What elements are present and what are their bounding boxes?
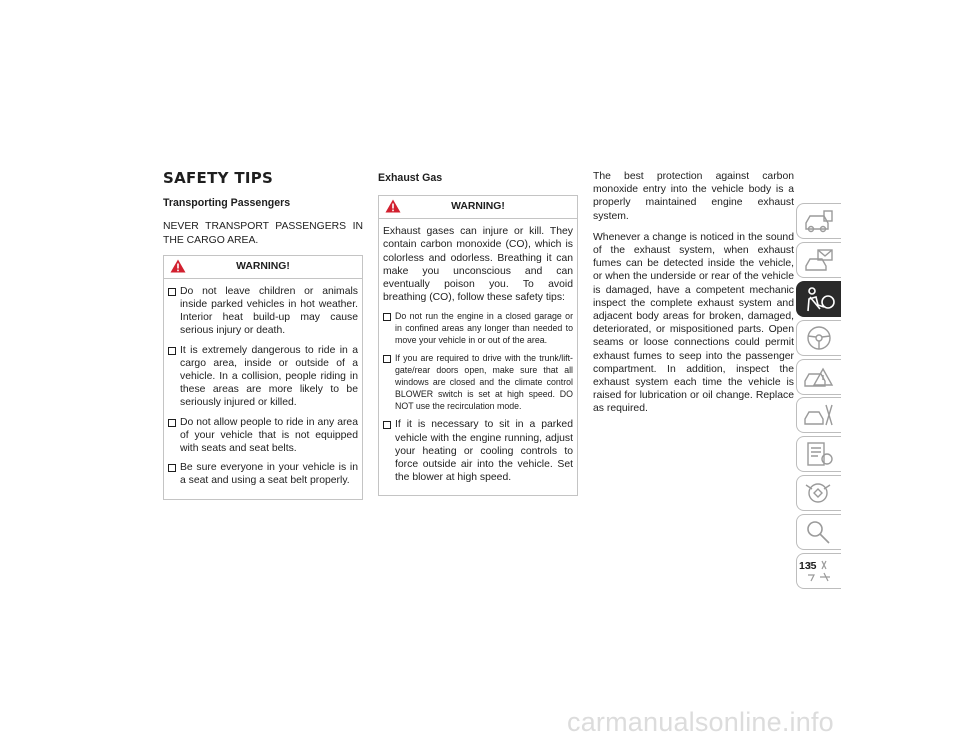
- warning-item: If you are required to drive with the trunk/lift-gate/rear doors open, make sure that all windows are closed and the climate control BLOWER switch is set at high speed. DO NOT use the recirculation mode.: [383, 352, 573, 412]
- checkbox-bullet-icon: [168, 288, 176, 296]
- tab-getting-started[interactable]: [796, 242, 841, 278]
- tab-servicing[interactable]: [796, 397, 841, 433]
- chapter-tabs: [796, 203, 841, 592]
- body-paragraph: Whenever a change is noticed in the sound of the exhaust system, when exhaust fumes can be detected inside the vehicle, or when the underside or rear of the vehicle is damaged, have a competent mechanic inspect the complete exhaust system and adjacent body areas for broken, damaged, deteriorated, or mispositioned parts. Open seams or loose connections could permit exhaust fumes to seep into the passenger compartment. In addition, inspect the exhaust system each time the vehicle is raised for lubrication or oil change. Replace as required.: [593, 231, 794, 415]
- body-paragraph: The best protection against carbon monoxide entry into the vehicle body is a properly maintained engine exhaust system.: [593, 171, 794, 222]
- technical-specifications-icon: [802, 440, 836, 468]
- multimedia-icon: [802, 479, 836, 507]
- tab-vehicle-info[interactable]: [796, 203, 841, 239]
- checkbox-bullet-icon: [383, 421, 391, 429]
- warning-header: [379, 196, 577, 219]
- safety-icon: [802, 285, 836, 313]
- column-1: [163, 170, 363, 500]
- section-title: SAFETY TIPS: [163, 169, 274, 187]
- warning-triangle-icon: [385, 199, 401, 213]
- checkbox-bullet-icon: [168, 419, 176, 427]
- watermark: carmanualsonline.info: [567, 707, 834, 737]
- warning-item: Do not allow people to ride in any area of your vehicle that is not equipped with seats and seat belts.: [168, 416, 358, 456]
- servicing-icon: [802, 401, 836, 429]
- warning-box-exhaust: [378, 195, 578, 496]
- checkbox-bullet-icon: [383, 355, 391, 363]
- warning-title: WARNING!: [451, 201, 505, 213]
- warning-item: Do not leave children or animals inside parked vehicles in hot weather. Interior heat build-up may cause serious injury or death.: [168, 285, 358, 338]
- index-search-icon: [802, 518, 836, 546]
- subheading-transporting-passengers: Transporting Passengers: [163, 197, 291, 210]
- warning-list: [383, 310, 573, 484]
- warning-triangle-icon: [170, 259, 186, 273]
- warning-title: WARNING!: [236, 260, 290, 272]
- page-number: 135: [799, 560, 817, 572]
- subheading-exhaust-gas: Exhaust Gas: [378, 172, 443, 184]
- steering-wheel-icon: [802, 324, 836, 352]
- tab-index[interactable]: [796, 514, 841, 550]
- checkbox-bullet-icon: [383, 313, 391, 321]
- warning-item: If it is necessary to sit in a parked vehicle with the engine running, adjust your heating or cooling controls to force outside air into the vehicle. Set the blower at high speed.: [383, 418, 573, 484]
- warning-item: Be sure everyone in your vehicle is in a seat and using a seat belt properly.: [168, 461, 358, 487]
- vehicle-info-icon: [802, 207, 836, 235]
- getting-started-icon: [802, 246, 836, 274]
- warning-box-passengers: [163, 255, 363, 500]
- tab-safety[interactable]: [796, 281, 841, 317]
- warning-item: Do not run the engine in a closed garage or in confined areas any longer than needed to move your vehicle in or out of the area.: [383, 310, 573, 346]
- column-2: [378, 170, 578, 496]
- warning-intro: Exhaust gases can injure or kill. They contain carbon monoxide (CO), which is colorless and odorless. Breathing it can make you unconscious and can eventually poison you. To avoid breathing (CO), follow these safety tips:: [383, 226, 573, 304]
- tab-in-case-of-emergency[interactable]: [796, 359, 841, 395]
- warning-header: [164, 256, 362, 279]
- tab-technical-specifications[interactable]: [796, 436, 841, 472]
- checkbox-bullet-icon: [168, 464, 176, 472]
- tab-multimedia[interactable]: [796, 475, 841, 511]
- intro-text: NEVER TRANSPORT PASSENGERS IN THE CARGO AREA.: [163, 221, 363, 246]
- in-case-of-emergency-icon: [802, 363, 836, 391]
- checkbox-bullet-icon: [168, 347, 176, 355]
- tab-starting-operating[interactable]: [796, 320, 841, 356]
- warning-list: [168, 285, 358, 488]
- column-3: [593, 170, 794, 424]
- warning-item: It is extremely dangerous to ride in a cargo area, inside or outside of a vehicle. In a collision, people riding in these areas are more likely to be seriously injured or killed.: [168, 344, 358, 410]
